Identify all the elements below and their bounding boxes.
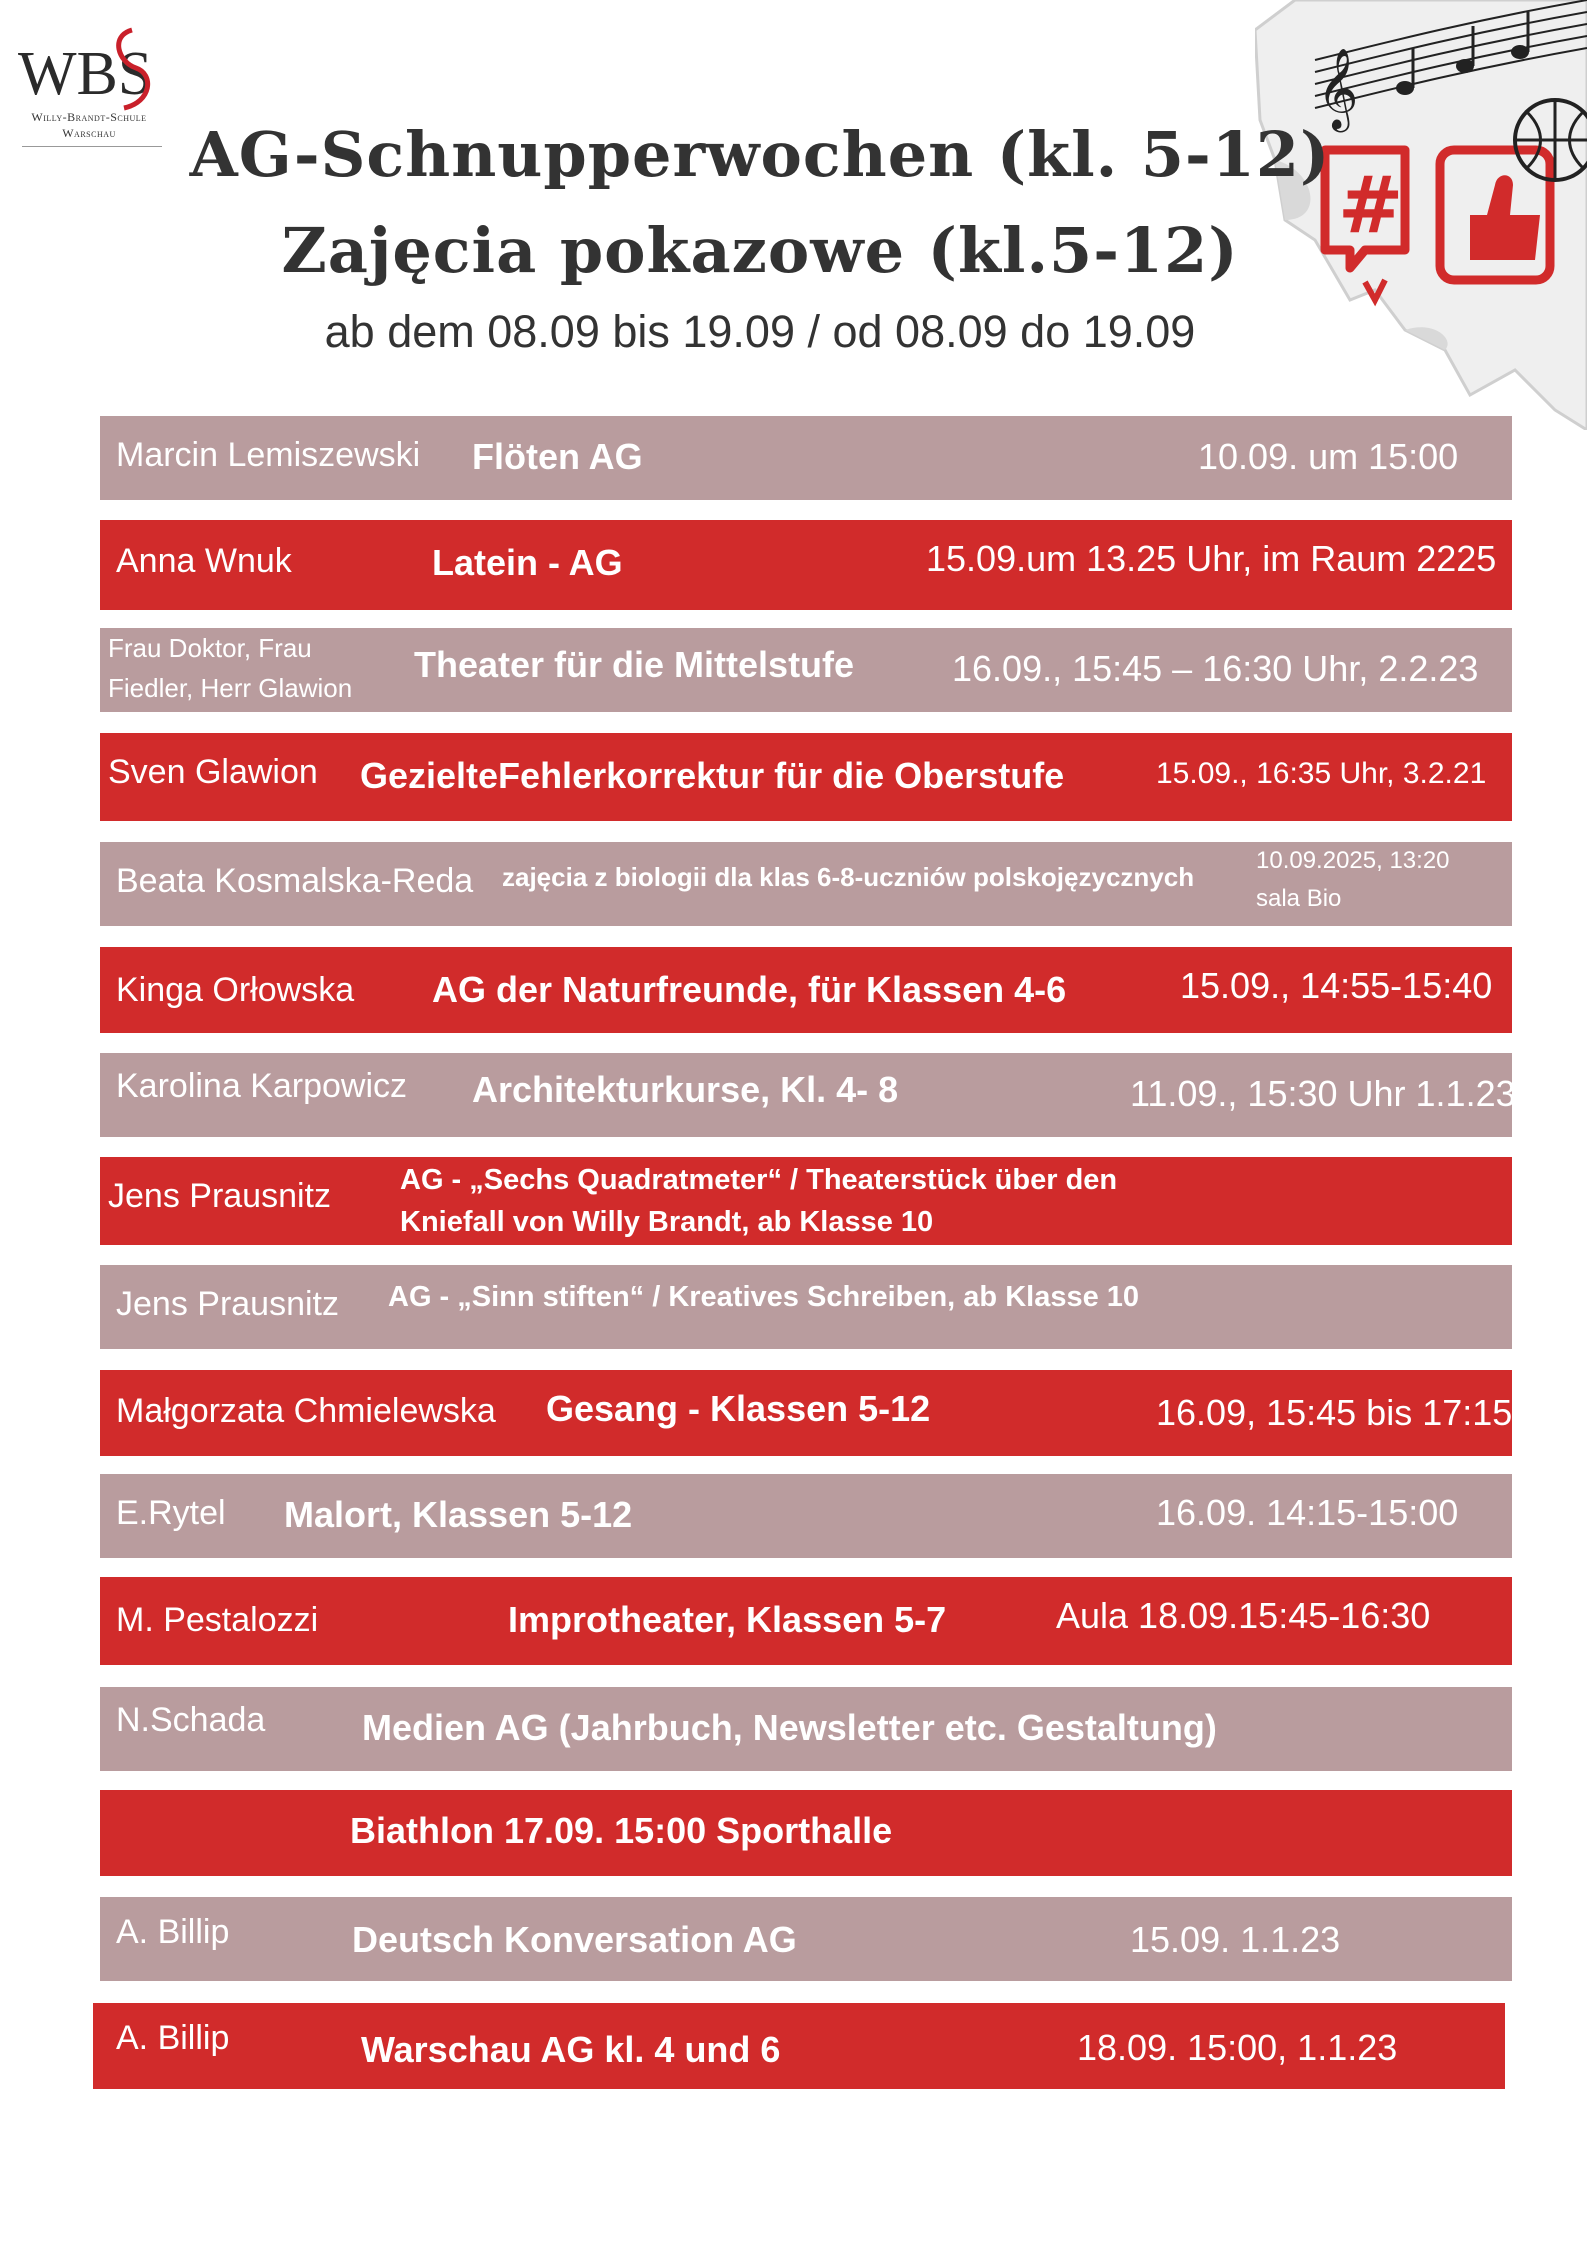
row-activity: Improtheater, Klassen 5-7 — [508, 1599, 947, 1640]
wbs-logo-icon — [14, 22, 164, 117]
row-teacher: Kinga Orłowska — [116, 971, 355, 1009]
row-activity: Latein - AG — [432, 542, 623, 583]
schedule-row — [100, 733, 1512, 821]
schedule-row — [100, 1687, 1512, 1771]
row-activity: GezielteFehlerkorrektur für die Oberstufe — [360, 755, 1065, 796]
schedule-row — [100, 1577, 1512, 1665]
page-title-german: AG-Schnupperwochen (kl. 5-12) — [189, 118, 1331, 191]
schedule-row — [100, 1157, 1512, 1245]
treble-clef-icon: 𝄞 — [1317, 47, 1359, 129]
row-details: 16.09. 14:15-15:00 — [1156, 1492, 1459, 1533]
row-teacher: Jens Prausnitz — [108, 1177, 331, 1215]
schedule-row — [100, 628, 1512, 712]
row-activity: Gesang - Klassen 5-12 — [546, 1388, 931, 1429]
schedule-row — [100, 416, 1512, 500]
row-teacher: Małgorzata Chmielewska — [116, 1392, 496, 1430]
row-details: 10.09. um 15:00 — [1198, 436, 1459, 477]
row-details: 15.09.um 13.25 Uhr, im Raum 2225 — [926, 538, 1497, 579]
logo-letters-text: WBS — [18, 40, 153, 108]
row-teacher: Beata Kosmalska-Reda — [116, 862, 474, 900]
schedule-row — [100, 1370, 1512, 1456]
date-range: ab dem 08.09 bis 19.09 / od 08.09 do 19.09 — [324, 306, 1196, 357]
row-activity: Flöten AG — [472, 436, 643, 477]
row-activity: Biathlon 17.09. 15:00 Sporthalle — [350, 1810, 893, 1851]
row-activity: AG - „Sinn stiften“ / Kreatives Schreiben, ab Klasse 10 — [388, 1281, 1140, 1313]
schedule-row — [100, 1474, 1512, 1558]
row-activity: Deutsch Konversation AG — [352, 1919, 797, 1960]
row-teacher: Karolina Karpowicz — [116, 1067, 408, 1105]
row-details: 16.09., 15:45 – 16:30 Uhr, 2.2.23 — [952, 648, 1479, 689]
schedule-row — [100, 1790, 1512, 1876]
row-teacher: N.Schada — [116, 1701, 266, 1739]
row-details: 11.09., 15:30 Uhr 1.1.23 — [1130, 1073, 1516, 1114]
row-details: 10.09.2025, 13:20 sala Bio — [1256, 847, 1450, 912]
row-teacher: A. Billip — [116, 1913, 230, 1951]
row-details: 16.09, 15:45 bis 17:15 — [1156, 1392, 1513, 1433]
row-activity: zajęcia z biologii dla klas 6-8-uczniów polskojęzycznych — [502, 862, 1195, 892]
row-activity: Architekturkurse, Kl. 4- 8 — [472, 1069, 899, 1110]
row-teacher: E.Rytel — [116, 1494, 226, 1532]
row-details: Aula 18.09.15:45-16:30 — [1056, 1595, 1431, 1636]
row-activity: Malort, Klassen 5-12 — [284, 1494, 633, 1535]
schedule-row — [100, 1053, 1516, 1137]
row-activity: AG - „Sechs Quadratmeter“ / Theaterstück über den Kniefall von Willy Brandt, ab Klasse 10 — [400, 1164, 1118, 1238]
schedule-row — [100, 842, 1512, 926]
row-teacher: Jens Prausnitz — [116, 1285, 339, 1323]
row-activity: Medien AG (Jahrbuch, Newsletter etc. Gestaltung) — [362, 1707, 1217, 1748]
row-teacher: Sven Glawion — [108, 753, 318, 791]
row-teacher: A. Billip — [116, 2019, 230, 2057]
logo-city: Warschau — [62, 126, 116, 140]
schedule-row — [93, 2003, 1505, 2089]
schedule-row — [100, 1265, 1512, 1349]
schedule-row — [100, 520, 1512, 610]
row-activity: AG der Naturfreunde, für Klassen 4-6 — [432, 969, 1067, 1010]
row-teacher: Marcin Lemiszewski — [116, 436, 421, 474]
row-details: 15.09., 14:55-15:40 — [1180, 965, 1493, 1006]
row-teacher: Frau Doktor, Frau Fiedler, Herr Glawion — [108, 633, 353, 703]
row-teacher: M. Pestalozzi — [116, 1601, 319, 1639]
page-title-polish: Zajęcia pokazowe (kl.5-12) — [281, 214, 1239, 287]
row-activity: Warschau AG kl. 4 und 6 — [361, 2029, 781, 2070]
row-teacher: Anna Wnuk — [116, 542, 292, 580]
schedule-row — [100, 947, 1512, 1033]
row-details: 15.09. 1.1.23 — [1130, 1919, 1341, 1960]
schedule-row — [100, 1897, 1512, 1981]
row-activity: Theater für die Mittelstufe — [414, 644, 855, 685]
row-details: 15.09., 16:35 Uhr, 3.2.21 — [1156, 757, 1487, 790]
svg-text:#: # — [1338, 161, 1404, 251]
row-details: 18.09. 15:00, 1.1.23 — [1077, 2027, 1398, 2068]
logo-school-name: Willy-Brandt-Schule — [31, 110, 147, 124]
